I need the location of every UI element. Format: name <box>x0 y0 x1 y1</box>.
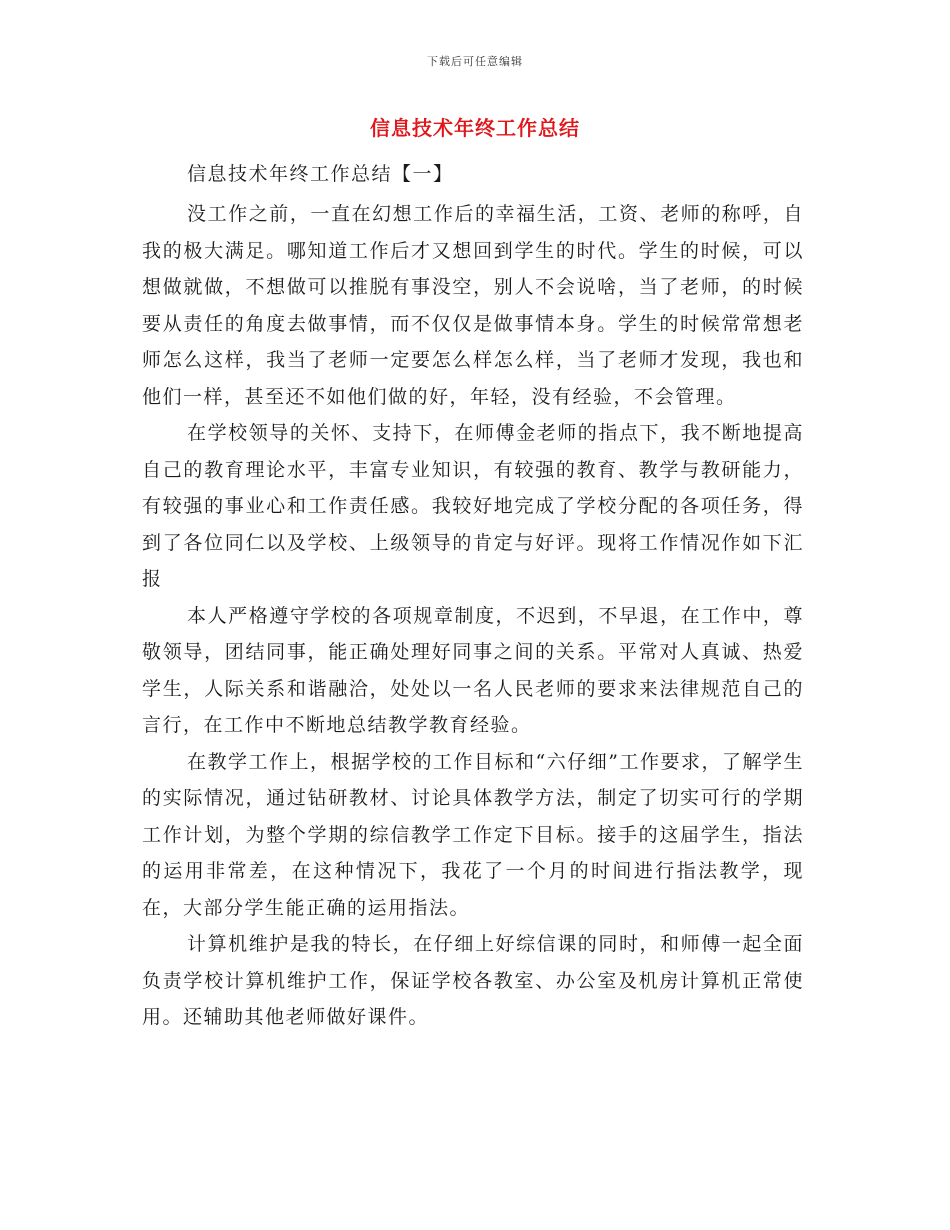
paragraph-4: 在教学工作上，根据学校的工作目标和“六仔细”工作要求，了解学生的实际情况，通过钻研教材、讨论具体教学方法，制定了切实可行的学期工作计划，为整个学期的综信教学工作定下目标。接手的这届学生，指法的运用非常差，在这种情况下，我花了一个月的时间进行指法教学，现在，大部分学生能正确的运用指法。 <box>142 750 804 919</box>
section-heading: 信息技术年终工作总结【一】 <box>187 163 454 185</box>
paragraph-5: 计算机维护是我的特长，在仔细上好综信课的同时，和师傅一起全面负责学校计算机维护工作，保证学校各教室、办公室及机房计算机正常使用。还辅助其他老师做好课件。 <box>142 933 804 1028</box>
document-title: 信息技术年终工作总结 <box>370 116 580 140</box>
paragraph-2: 在学校领导的关怀、支持下，在师傅金老师的指点下，我不断地提高自己的教育理论水平，丰富专业知识，有较强的教育、教学与教研能力，有较强的事业心和工作责任感。我较好地完成了学校分配的各项任务，得到了各位同仁以及学校、上级领导的肯定与好评。现将工作情况作如下汇报 <box>142 422 804 590</box>
document-body <box>142 196 804 1036</box>
paragraph-3: 本人严格遵守学校的各项规章制度，不迟到，不早退，在工作中，尊敬领导，团结同事，能正确处理好同事之间的关系。平常对人真诚、热爱学生，人际关系和谐融洽，处处以一名人民老师的要求来法律规范自己的言行，在工作中不断地总结教学教育经验。 <box>142 604 804 736</box>
paragraph-1: 没工作之前，一直在幻想工作后的幸福生活，工资、老师的称呼，自我的极大满足。哪知道工作后才又想回到学生的时代。学生的时候，可以想做就做，不想做可以推脱有事没空，别人不会说啥，当了老师，的时候要从责任的角度去做事情，而不仅仅是做事情本身。学生的时候常常想老师怎么这样，我当了老师一定要怎么样怎么样，当了老师才发现，我也和他们一样，甚至还不如他们做的好，年轻，没有经验，不会管理。 <box>142 203 804 408</box>
header-note: 下载后可任意编辑 <box>427 55 523 68</box>
